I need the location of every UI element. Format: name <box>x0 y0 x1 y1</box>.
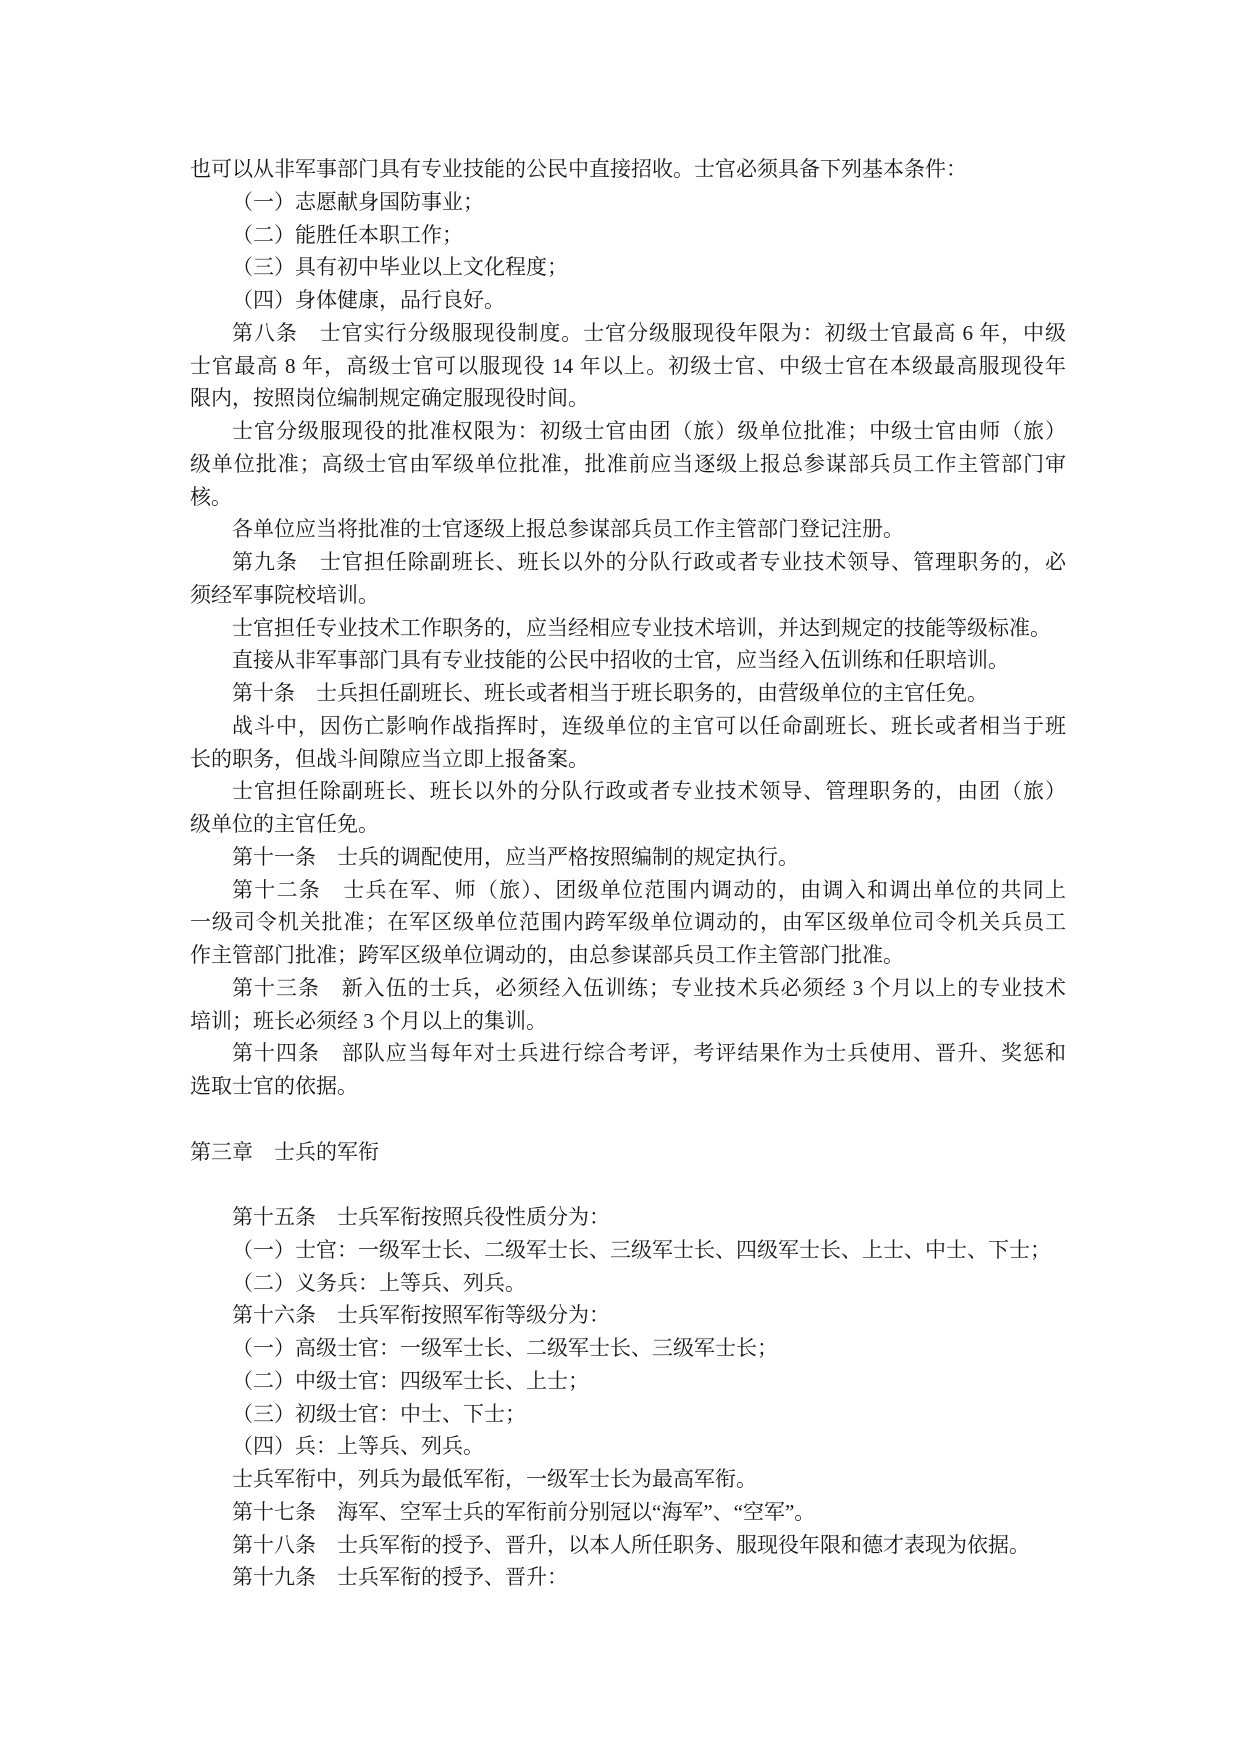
article-19-paragraph <box>190 1561 1066 1594</box>
text-line: 核。 <box>190 484 232 509</box>
text-line: 级单位的主官任免。 <box>190 812 379 836</box>
article-10-paragraph <box>190 677 1066 710</box>
text-line: 士兵军衔中，列兵为最低军衔，一级军士长为最高军衔。 <box>232 1467 757 1491</box>
condition-list-item <box>190 219 1066 252</box>
article-13-paragraph <box>190 972 1066 1038</box>
text-line: 第八条 士官实行分级服现役制度。士官分级服现役年限为：初级士官最高 6 年，中级 <box>232 320 1066 345</box>
text-line: （四）兵：上等兵、列兵。 <box>232 1434 484 1459</box>
text-line: 第十七条 海军、空军士兵的军衔前分别冠以“海军”、“空军”。 <box>232 1499 816 1524</box>
document-body <box>190 153 1066 1594</box>
paragraph <box>190 710 1066 776</box>
article-11-paragraph <box>190 841 1066 874</box>
text-line: （四）身体健康，品行良好。 <box>232 288 505 312</box>
text-line: 第九条 士官担任除副班长、班长以外的分队行政或者专业技术领导、管理职务的，必 <box>232 550 1066 574</box>
condition-list-item <box>190 186 1066 219</box>
rank-list-item <box>190 1267 1066 1300</box>
text-line: 各单位应当将批准的士官逐级上报总参谋部兵员工作主管部门登记注册。 <box>232 517 904 542</box>
text-line: 须经军事院校培训。 <box>190 582 379 607</box>
rank-list-item <box>190 1234 1066 1267</box>
chapter-heading: 第三章 士兵的军衔 <box>190 1139 379 1164</box>
text-line: 级单位批准；高级士官由军级单位批准，批准前应当逐级上报总参谋部兵员工作主管部门审 <box>190 451 1066 476</box>
text-line: 选取士官的依据。 <box>190 1074 358 1098</box>
text-line: （二）能胜任本职工作； <box>232 222 463 247</box>
text-line: 长的职务，但战斗间隙应当立即上报备案。 <box>190 746 589 771</box>
continuation-paragraph <box>190 153 1066 186</box>
text-line: 士官最高 8 年，高级士官可以服现役 14 年以上。初级士官、中级士官在本级最高服现役年 <box>190 353 1066 378</box>
text-line: （一）高级士官：一级军士长、二级军士长、三级军士长； <box>232 1336 778 1360</box>
paragraph <box>190 775 1066 841</box>
condition-list-item <box>190 284 1066 317</box>
text-line: 第十三条 新入伍的士兵，必须经入伍训练；专业技术兵必须经 3 个月以上的专业技术 <box>232 975 1066 1000</box>
text-line: （一）士官：一级军士长、二级军士长、三级军士长、四级军士长、上士、中士、下士； <box>232 1237 1051 1262</box>
paragraph <box>190 415 1066 513</box>
paragraph <box>190 644 1066 677</box>
text-line: 也可以从非军事部门具有专业技能的公民中直接招收。士官必须具备下列基本条件： <box>190 157 967 181</box>
text-line: 第十五条 士兵军衔按照兵役性质分为： <box>232 1205 610 1229</box>
text-line: （一）志愿献身国防事业； <box>232 189 484 214</box>
condition-list-item <box>190 251 1066 284</box>
text-line: （三）初级士官：中士、下士； <box>232 1401 526 1426</box>
article-16-paragraph <box>190 1299 1066 1332</box>
paragraph <box>190 1463 1066 1496</box>
text-line: 第十四条 部队应当每年对士兵进行综合考评，考评结果作为士兵使用、晋升、奖惩和 <box>232 1041 1066 1066</box>
text-line: 第十条 士兵担任副班长、班长或者相当于班长职务的，由营级单位的主官任免。 <box>232 681 988 705</box>
article-17-paragraph <box>190 1496 1066 1529</box>
rank-list-item <box>190 1332 1066 1365</box>
text-line: 培训；班长必须经 3 个月以上的集训。 <box>190 1008 547 1033</box>
rank-list-item <box>190 1430 1066 1463</box>
article-9-paragraph <box>190 546 1066 612</box>
text-line: （二）中级士官：四级军士长、上士； <box>232 1368 589 1393</box>
text-line: 士官担任专业技术工作职务的，应当经相应专业技术培训，并达到规定的技能等级标准。 <box>232 615 1051 640</box>
article-14-paragraph <box>190 1037 1066 1103</box>
article-15-paragraph <box>190 1201 1066 1234</box>
text-line: 一级司令机关批准；在军区级单位范围内跨军级单位调动的，由军区级单位司令机关兵员工 <box>190 910 1066 935</box>
text-line: 士官分级服现役的批准权限为：初级士官由团（旅）级单位批准；中级士官由师（旅） <box>232 419 1066 443</box>
article-12-paragraph <box>190 874 1066 972</box>
text-line: 士官担任除副班长、班长以外的分队行政或者专业技术领导、管理职务的，由团（旅） <box>232 779 1066 804</box>
rank-list-item <box>190 1365 1066 1398</box>
paragraph <box>190 513 1066 546</box>
text-line: （二）义务兵：上等兵、列兵。 <box>232 1270 526 1295</box>
text-line: 作主管部门批准；跨军区级单位调动的，由总参谋部兵员工作主管部门批准。 <box>190 943 904 967</box>
text-line: 第十八条 士兵军衔的授予、晋升，以本人所任职务、服现役年限和德才表现为依据。 <box>232 1532 1030 1557</box>
rank-list-item <box>190 1398 1066 1431</box>
text-line: 第十九条 士兵军衔的授予、晋升： <box>232 1565 568 1590</box>
text-line: 限内，按照岗位编制规定确定服现役时间。 <box>190 386 589 411</box>
text-line: 第十六条 士兵军衔按照军衔等级分为： <box>232 1303 610 1328</box>
article-18-paragraph <box>190 1529 1066 1562</box>
text-line: 第十一条 士兵的调配使用，应当严格按照编制的规定执行。 <box>232 844 799 869</box>
article-8-paragraph <box>190 317 1066 415</box>
text-line: 第十二条 士兵在军、师（旅）、团级单位范围内调动的，由调入和调出单位的共同上 <box>232 877 1066 902</box>
text-line: （三）具有初中毕业以上文化程度； <box>232 255 568 280</box>
text-line: 战斗中，因伤亡影响作战指挥时，连级单位的主官可以任命副班长、班长或者相当于班 <box>232 713 1066 738</box>
text-line: 直接从非军事部门具有专业技能的公民中招收的士官，应当经入伍训练和任职培训。 <box>232 648 1009 673</box>
paragraph <box>190 612 1066 645</box>
